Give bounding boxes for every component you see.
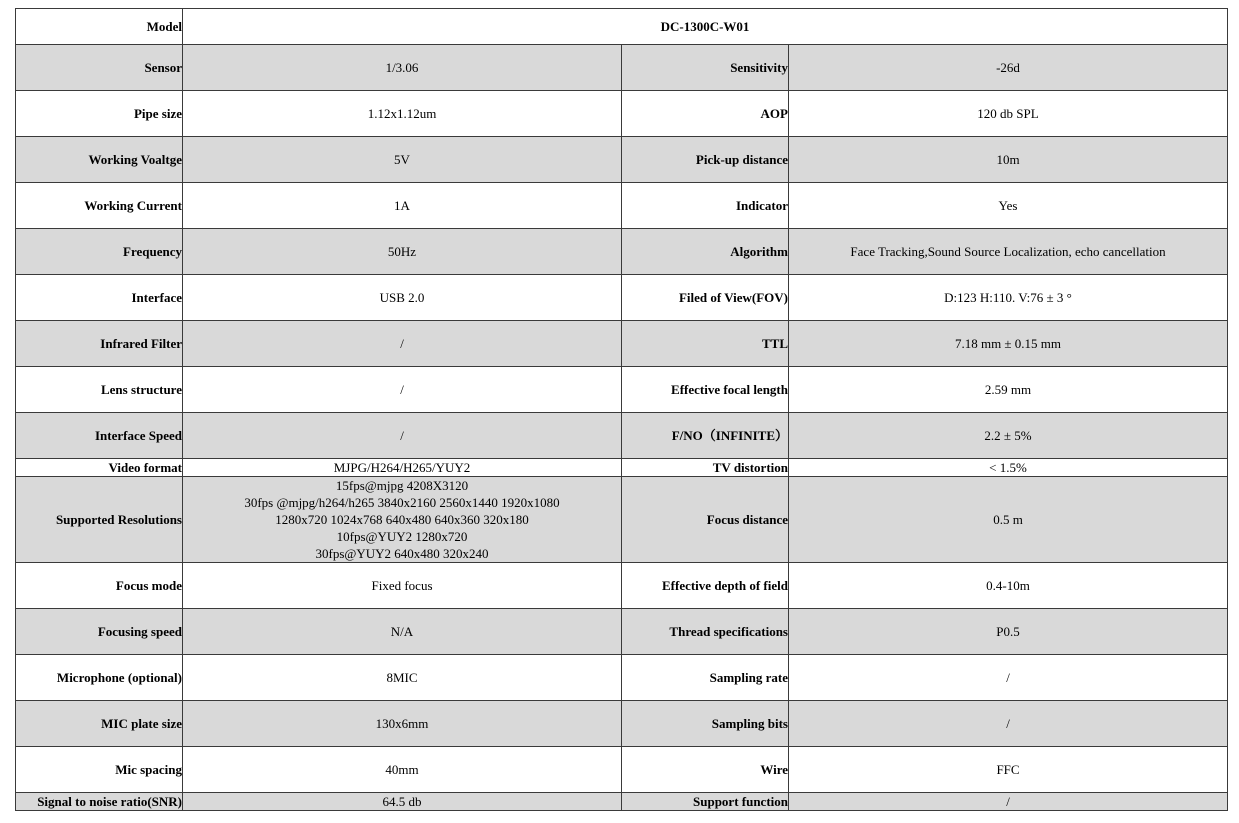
resolution-line: 1280x720 1024x768 640x480 640x360 320x180 xyxy=(275,512,529,527)
spec-label: Focus mode xyxy=(16,563,183,609)
spec-label: Pipe size xyxy=(16,91,183,137)
spec-label: Sampling bits xyxy=(622,701,789,747)
spec-value: Face Tracking,Sound Source Localization, echo cancellation xyxy=(789,229,1228,275)
spec-label: Lens structure xyxy=(16,367,183,413)
spec-value: -26d xyxy=(789,45,1228,91)
spec-value: 0.4-10m xyxy=(789,563,1228,609)
spec-value: 5V xyxy=(183,137,622,183)
spec-value: / xyxy=(789,701,1228,747)
resolution-line: 30fps @mjpg/h264/h265 3840x2160 2560x1440 1920x1080 xyxy=(244,495,560,510)
spec-value: 40mm xyxy=(183,747,622,793)
spec-value: / xyxy=(183,321,622,367)
spec-value: 8MIC xyxy=(183,655,622,701)
spec-row xyxy=(16,367,1228,413)
spec-label: Interface Speed xyxy=(16,413,183,459)
spec-row xyxy=(16,747,1228,793)
spec-label: Wire xyxy=(622,747,789,793)
spec-value: < 1.5% xyxy=(789,459,1228,477)
spec-value: / xyxy=(789,793,1228,811)
spec-row xyxy=(16,45,1228,91)
spec-value: 7.18 mm ± 0.15 mm xyxy=(789,321,1228,367)
spec-label: Working Voaltge xyxy=(16,137,183,183)
spec-label: Focus distance xyxy=(622,477,789,563)
spec-row xyxy=(16,459,1228,477)
resolution-line: 30fps@YUY2 640x480 320x240 xyxy=(315,546,489,561)
spec-label: Frequency xyxy=(16,229,183,275)
spec-row xyxy=(16,477,1228,563)
spec-row xyxy=(16,563,1228,609)
resolutions-value xyxy=(183,477,622,563)
spec-value: / xyxy=(789,655,1228,701)
spec-label: Infrared Filter xyxy=(16,321,183,367)
spec-label: Video format xyxy=(16,459,183,477)
spec-label: Supported Resolutions xyxy=(16,477,183,563)
spec-value: MJPG/H264/H265/YUY2 xyxy=(183,459,622,477)
spec-value: 1.12x1.12um xyxy=(183,91,622,137)
spec-value: P0.5 xyxy=(789,609,1228,655)
spec-value: USB 2.0 xyxy=(183,275,622,321)
spec-row xyxy=(16,275,1228,321)
spec-label: TV distortion xyxy=(622,459,789,477)
spec-row xyxy=(16,91,1228,137)
spec-row xyxy=(16,609,1228,655)
spec-label: Effective focal length xyxy=(622,367,789,413)
spec-value: N/A xyxy=(183,609,622,655)
spec-label: Filed of View(FOV) xyxy=(622,275,789,321)
model-label: Model xyxy=(16,9,183,45)
spec-table xyxy=(15,8,1228,811)
spec-label: Focusing speed xyxy=(16,609,183,655)
spec-label: Microphone (optional) xyxy=(16,655,183,701)
spec-value: Fixed focus xyxy=(183,563,622,609)
spec-label: Support function xyxy=(622,793,789,811)
spec-value: D:123 H:110. V:76 ± 3 ° xyxy=(789,275,1228,321)
spec-label: Working Current xyxy=(16,183,183,229)
model-value: DC-1300C-W01 xyxy=(183,9,1228,45)
spec-label: Sampling rate xyxy=(622,655,789,701)
spec-label: MIC plate size xyxy=(16,701,183,747)
spec-label: AOP xyxy=(622,91,789,137)
spec-label: Effective depth of field xyxy=(622,563,789,609)
spec-label: F/NO（INFINITE） xyxy=(622,413,789,459)
spec-value: / xyxy=(183,367,622,413)
spec-label: Pick-up distance xyxy=(622,137,789,183)
spec-label: Sensitivity xyxy=(622,45,789,91)
spec-value: 1/3.06 xyxy=(183,45,622,91)
spec-value: 10m xyxy=(789,137,1228,183)
spec-label: Mic spacing xyxy=(16,747,183,793)
spec-value: 64.5 db xyxy=(183,793,622,811)
spec-label: Sensor xyxy=(16,45,183,91)
spec-label: Indicator xyxy=(622,183,789,229)
spec-value: 120 db SPL xyxy=(789,91,1228,137)
spec-row xyxy=(16,321,1228,367)
model-row xyxy=(16,9,1228,45)
spec-label: Algorithm xyxy=(622,229,789,275)
spec-value: / xyxy=(183,413,622,459)
spec-value: 2.59 mm xyxy=(789,367,1228,413)
spec-row xyxy=(16,701,1228,747)
spec-row xyxy=(16,229,1228,275)
spec-value: FFC xyxy=(789,747,1228,793)
spec-value: 50Hz xyxy=(183,229,622,275)
spec-row xyxy=(16,413,1228,459)
spec-label: Interface xyxy=(16,275,183,321)
spec-label: TTL xyxy=(622,321,789,367)
spec-row xyxy=(16,183,1228,229)
resolution-line: 10fps@YUY2 1280x720 xyxy=(336,529,468,544)
spec-value: 2.2 ± 5% xyxy=(789,413,1228,459)
spec-value: 130x6mm xyxy=(183,701,622,747)
spec-row xyxy=(16,137,1228,183)
spec-label: Thread specifications xyxy=(622,609,789,655)
spec-row xyxy=(16,793,1228,811)
spec-value: Yes xyxy=(789,183,1228,229)
spec-label: Signal to noise ratio(SNR) xyxy=(16,793,183,811)
spec-value: 1A xyxy=(183,183,622,229)
spec-value: 0.5 m xyxy=(789,477,1228,563)
resolution-line: 15fps@mjpg 4208X3120 xyxy=(335,478,469,493)
spec-row xyxy=(16,655,1228,701)
